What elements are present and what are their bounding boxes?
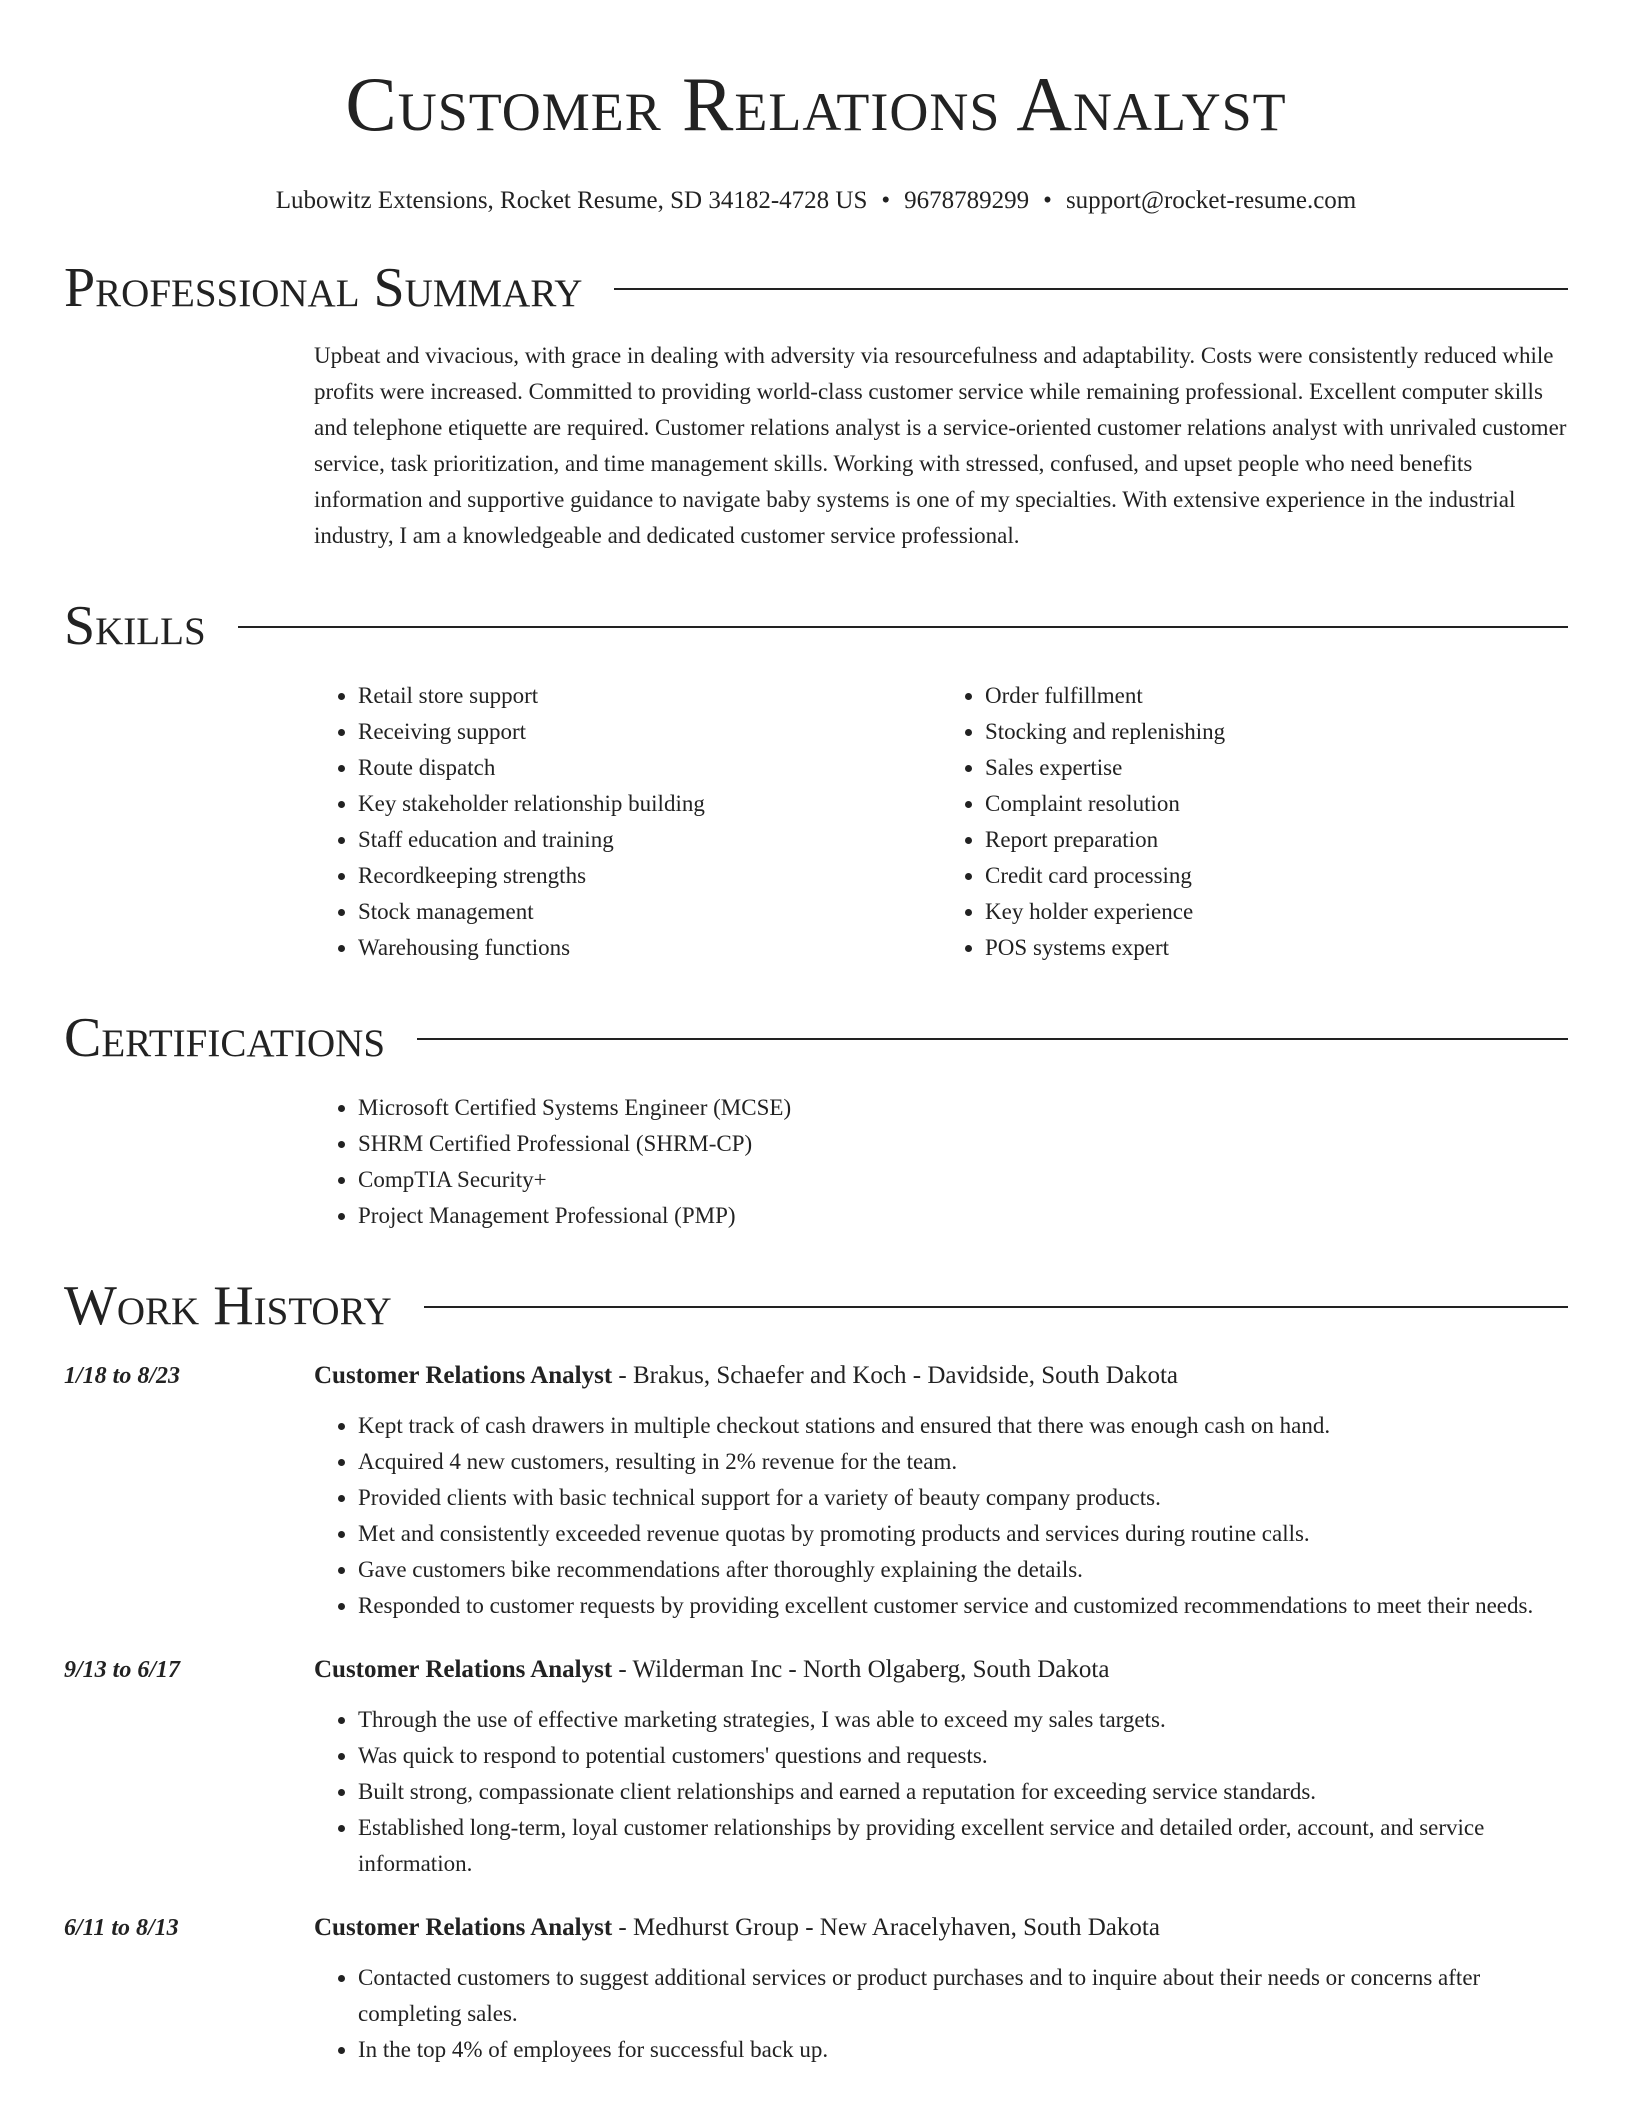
job-company-location: - Brakus, Schaefer and Koch - Davidside, South Dakota	[612, 1362, 1178, 1389]
certification-item: • SHRM Certified Professional (SHRM-CP)	[358, 1126, 1568, 1162]
job-bullets	[314, 1408, 1568, 1624]
job-bullet: • Contacted customers to suggest additional services or product purchases and to inquire about their needs or concerns after completing sales.	[358, 1960, 1568, 2032]
skill-item: • Stock management	[358, 894, 941, 930]
job-company-location: - Wilderman Inc - North Olgaberg, South Dakota	[612, 1656, 1110, 1683]
job-body	[314, 1360, 1568, 1624]
job-title: Customer Relations Analyst	[314, 1362, 613, 1389]
resume-name: Customer Relations Analyst	[345, 61, 1287, 147]
job-bullet: • Kept track of cash drawers in multiple checkout stations and ensured that there was enough cash on hand.	[358, 1408, 1568, 1444]
resume-page	[64, 0, 1568, 2068]
contact-separator: •	[881, 187, 891, 214]
section-title: Work History	[64, 1275, 392, 1337]
job-bullet: • Acquired 4 new customers, resulting in 2% revenue for the team.	[358, 1444, 1568, 1480]
contact-phone: 9678789299	[904, 187, 1030, 214]
skill-item: • Staff education and training	[358, 822, 941, 858]
job-bullet: • Was quick to respond to potential customers' questions and requests.	[358, 1738, 1568, 1774]
job-entry	[64, 1912, 1568, 2068]
skills-list	[314, 678, 1568, 966]
job-bullet: • Built strong, compassionate client relationships and earned a reputation for exceeding service standards.	[358, 1774, 1568, 1810]
certification-item: • CompTIA Security+	[358, 1162, 1568, 1198]
section-skills-header	[64, 594, 1568, 658]
job-bullet: • Met and consistently exceeded revenue quotas by promoting products and services during routine calls.	[358, 1516, 1568, 1552]
certifications-items	[314, 1090, 1568, 1234]
work-history-list	[64, 1360, 1568, 2068]
section-certifications-header	[64, 1006, 1568, 1070]
skill-item: • Sales expertise	[985, 750, 1568, 786]
job-bullet: • Gave customers bike recommendations after thoroughly explaining the details.	[358, 1552, 1568, 1588]
contact-address: Lubowitz Extensions, Rocket Resume, SD 34182-4728 US	[275, 187, 868, 214]
skill-item: • Report preparation	[985, 822, 1568, 858]
skill-item: • Key stakeholder relationship building	[358, 786, 941, 822]
job-dates: 9/13 to 6/17	[64, 1657, 181, 1683]
job-bullets	[314, 1960, 1568, 2068]
job-title-line	[314, 1654, 1568, 1686]
skill-item: • Order fulfillment	[985, 678, 1568, 714]
section-work-header	[64, 1274, 1568, 1338]
job-title: Customer Relations Analyst	[314, 1914, 613, 1941]
job-bullets	[314, 1702, 1568, 1882]
certification-item: • Microsoft Certified Systems Engineer (MCSE)	[358, 1090, 1568, 1126]
skill-item: • POS systems expert	[985, 930, 1568, 966]
contact-line	[64, 186, 1568, 216]
contact-separator: •	[1043, 187, 1052, 214]
section-divider	[614, 288, 1568, 290]
certification-item: • Project Management Professional (PMP)	[358, 1198, 1568, 1234]
section-title: Skills	[64, 595, 206, 657]
job-bullet: • Through the use of effective marketing strategies, I was able to exceed my sales targets.	[358, 1702, 1568, 1738]
section-divider	[238, 626, 1568, 628]
skill-item: • Stocking and replenishing	[985, 714, 1568, 750]
job-entry	[64, 1360, 1568, 1624]
skill-item: • Receiving support	[358, 714, 941, 750]
job-dates: 1/18 to 8/23	[64, 1363, 181, 1389]
job-company-location: - Medhurst Group - New Aracelyhaven, South Dakota	[612, 1914, 1160, 1941]
section-divider	[417, 1038, 1568, 1040]
skill-item: • Route dispatch	[358, 750, 941, 786]
skill-item: • Warehousing functions	[358, 930, 941, 966]
section-title: Certifications	[64, 1007, 386, 1069]
job-body	[314, 1912, 1568, 2068]
section-title: Professional Summary	[64, 257, 583, 319]
skills-column-right	[941, 678, 1568, 966]
job-dates: 6/11 to 8/13	[64, 1915, 179, 1941]
skill-item: • Recordkeeping strengths	[358, 858, 941, 894]
skills-column-left	[314, 678, 941, 966]
skill-item: • Complaint resolution	[985, 786, 1568, 822]
job-bullet: • Responded to customer requests by providing excellent customer service and customized recommendations to meet their needs.	[358, 1588, 1568, 1624]
job-title-line	[314, 1360, 1568, 1392]
job-title: Customer Relations Analyst	[314, 1656, 613, 1683]
contact-email: support@rocket-resume.com	[1065, 187, 1357, 214]
job-bullet: • In the top 4% of employees for successful back up.	[358, 2032, 1568, 2068]
skill-item: • Credit card processing	[985, 858, 1568, 894]
skill-item: • Key holder experience	[985, 894, 1568, 930]
section-divider	[424, 1306, 1568, 1308]
section-summary-header	[64, 256, 1568, 320]
summary-text: Upbeat and vivacious, with grace in dealing with adversity via resourcefulness and adaptability. Costs were consistently reduced while profits were increased. Committed to providing world-class customer service while remaining professional. Excellent computer skills and telephone etiquette are required. Customer relations analyst is a service-oriented customer relations analyst with unrivaled customer service, task prioritization, and time management skills. Working with stressed, confused, and upset people who need benefits information and supportive guidance to navigate baby systems is one of my specialties. With extensive experience in the industrial industry, I am a knowledgeable and dedicated customer service professional.	[314, 343, 1567, 548]
job-bullet: • Provided clients with basic technical support for a variety of beauty company products.	[358, 1480, 1568, 1516]
job-entry	[64, 1654, 1568, 1882]
job-bullet: • Established long-term, loyal customer relationships by providing excellent service and detailed order, account, and service information.	[358, 1810, 1568, 1882]
skill-item: • Retail store support	[358, 678, 941, 714]
job-title-line	[314, 1912, 1568, 1944]
certifications-list	[314, 1090, 1568, 1234]
job-body	[314, 1654, 1568, 1882]
